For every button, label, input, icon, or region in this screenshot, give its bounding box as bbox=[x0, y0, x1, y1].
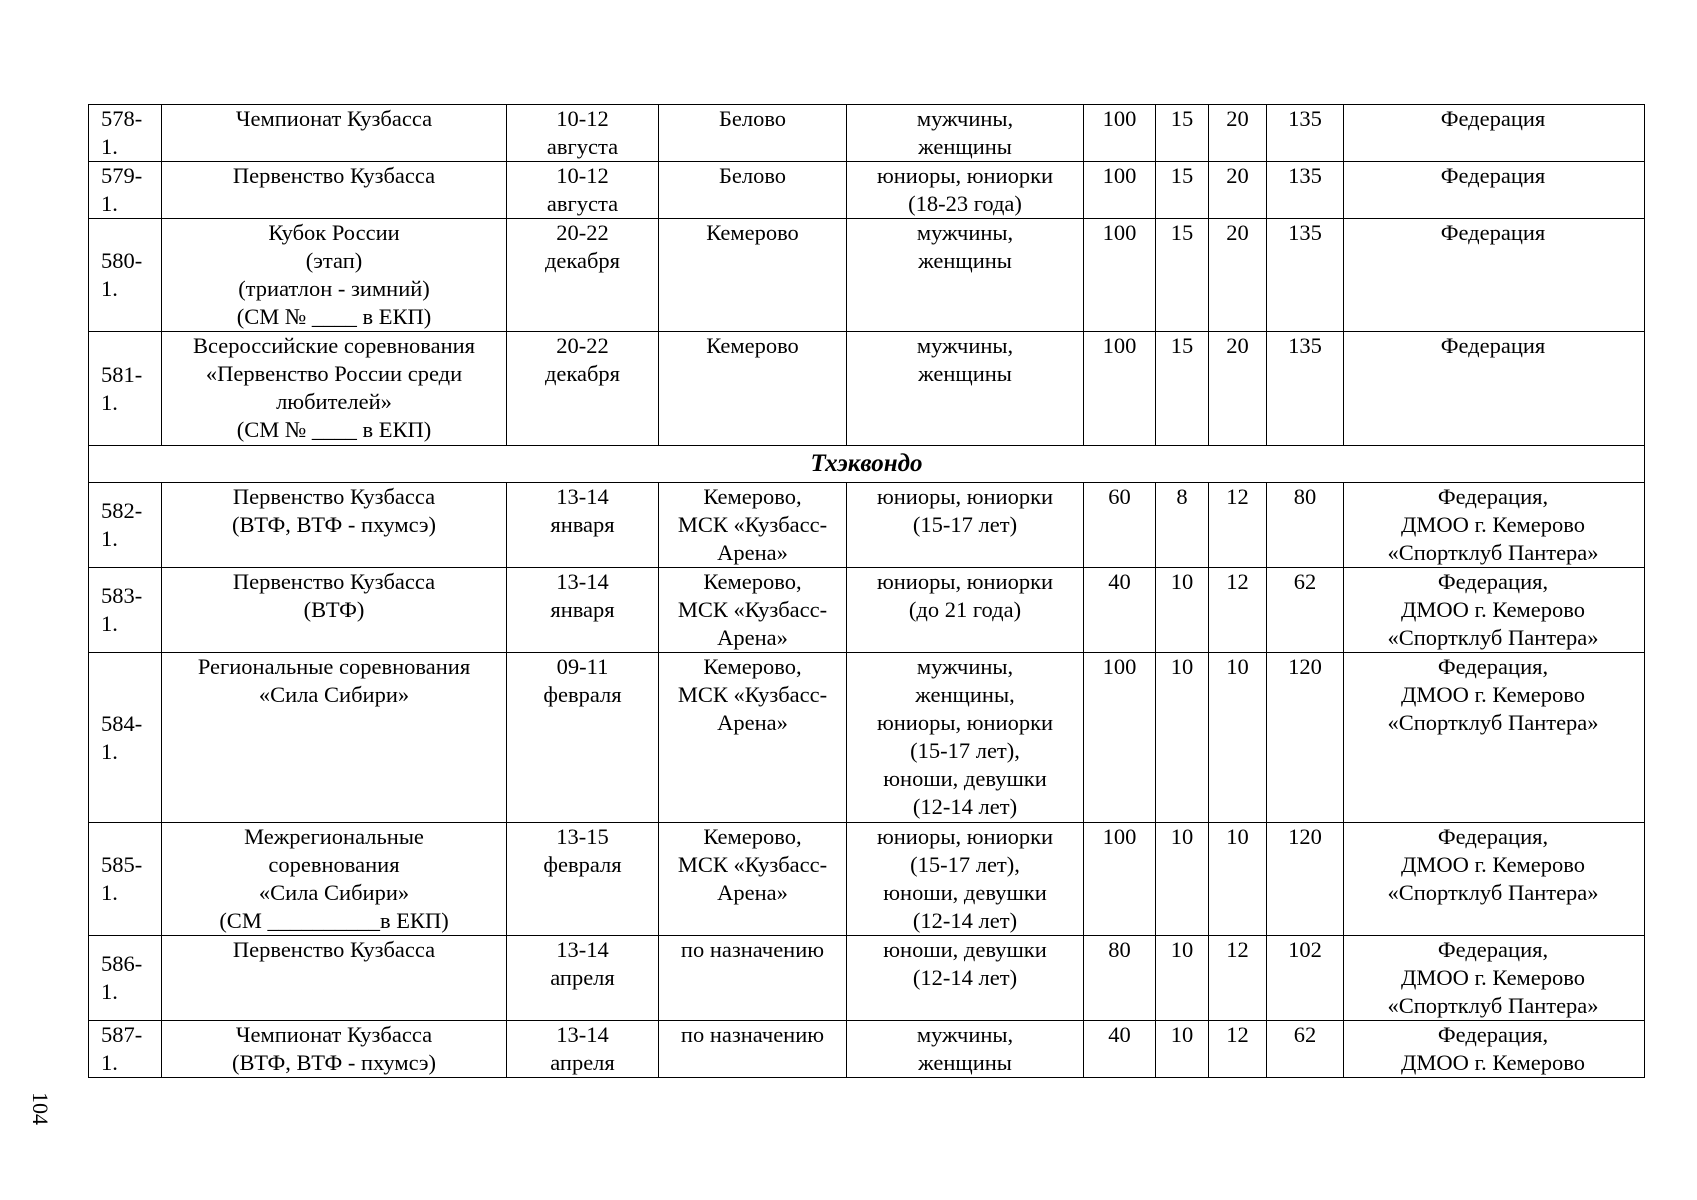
schedule-body bbox=[89, 105, 1645, 1078]
cell-c1: 100 bbox=[1084, 823, 1156, 936]
cell-dates: 09-11 февраля bbox=[507, 653, 659, 823]
cell-total: 120 bbox=[1267, 653, 1344, 823]
table-row bbox=[89, 483, 1645, 568]
table-row bbox=[89, 568, 1645, 653]
cell-name: Первенство Кузбасса (ВТФ) bbox=[162, 568, 507, 653]
cell-participants: юноши, девушки (12-14 лет) bbox=[847, 936, 1084, 1021]
cell-c2: 15 bbox=[1156, 332, 1209, 446]
cell-place: Белово bbox=[659, 105, 847, 162]
cell-dates: 13-15 февраля bbox=[507, 823, 659, 936]
table-row bbox=[89, 653, 1645, 823]
cell-total: 135 bbox=[1267, 162, 1344, 219]
cell-c3: 10 bbox=[1209, 653, 1267, 823]
cell-place: Белово bbox=[659, 162, 847, 219]
cell-dates: 20-22 декабря bbox=[507, 219, 659, 332]
cell-num: 587-1. bbox=[89, 1021, 162, 1078]
cell-c3: 12 bbox=[1209, 483, 1267, 568]
cell-place: Кемерово, МСК «Кузбасс- Арена» bbox=[659, 568, 847, 653]
cell-dates: 10-12 августа bbox=[507, 105, 659, 162]
cell-participants: мужчины, женщины, юниоры, юниорки (15-17 лет), юноши, девушки (12-14 лет) bbox=[847, 653, 1084, 823]
cell-c1: 100 bbox=[1084, 653, 1156, 823]
cell-participants: мужчины, женщины bbox=[847, 1021, 1084, 1078]
cell-c1: 80 bbox=[1084, 936, 1156, 1021]
cell-num: 579-1. bbox=[89, 162, 162, 219]
cell-name: Первенство Кузбасса bbox=[162, 162, 507, 219]
cell-org: Федерация, ДМОО г. Кемерово «Спортклуб Пантера» bbox=[1344, 568, 1645, 653]
cell-total: 135 bbox=[1267, 332, 1344, 446]
cell-c3: 12 bbox=[1209, 568, 1267, 653]
cell-participants: юниоры, юниорки (до 21 года) bbox=[847, 568, 1084, 653]
cell-name: Кубок России (этап) (триатлон - зимний) (СМ № ____ в ЕКП) bbox=[162, 219, 507, 332]
cell-c2: 10 bbox=[1156, 1021, 1209, 1078]
cell-num: 586-1. bbox=[89, 936, 162, 1021]
cell-c2: 10 bbox=[1156, 823, 1209, 936]
cell-place: Кемерово bbox=[659, 219, 847, 332]
cell-name: Чемпионат Кузбасса bbox=[162, 105, 507, 162]
cell-total: 62 bbox=[1267, 1021, 1344, 1078]
cell-dates: 13-14 апреля bbox=[507, 936, 659, 1021]
cell-c3: 12 bbox=[1209, 936, 1267, 1021]
cell-name: Всероссийские соревнования «Первенство России среди любителей» (СМ № ____ в ЕКП) bbox=[162, 332, 507, 446]
cell-name: Межрегиональные соревнования «Сила Сибири» (СМ __________в ЕКП) bbox=[162, 823, 507, 936]
cell-c3: 20 bbox=[1209, 105, 1267, 162]
cell-num: 580-1. bbox=[89, 219, 162, 332]
cell-participants: юниоры, юниорки (15-17 лет), юноши, девушки (12-14 лет) bbox=[847, 823, 1084, 936]
cell-participants: юниоры, юниорки (18-23 года) bbox=[847, 162, 1084, 219]
cell-place: Кемерово, МСК «Кузбасс- Арена» bbox=[659, 483, 847, 568]
cell-place: по назначению bbox=[659, 936, 847, 1021]
cell-c2: 10 bbox=[1156, 936, 1209, 1021]
cell-total: 135 bbox=[1267, 219, 1344, 332]
table-row bbox=[89, 332, 1645, 446]
cell-c1: 100 bbox=[1084, 219, 1156, 332]
cell-total: 102 bbox=[1267, 936, 1344, 1021]
cell-org: Федерация bbox=[1344, 332, 1645, 446]
cell-participants: мужчины, женщины bbox=[847, 105, 1084, 162]
cell-total: 120 bbox=[1267, 823, 1344, 936]
cell-c1: 100 bbox=[1084, 162, 1156, 219]
cell-place: Кемерово bbox=[659, 332, 847, 446]
cell-participants: юниоры, юниорки (15-17 лет) bbox=[847, 483, 1084, 568]
cell-num: 582-1. bbox=[89, 483, 162, 568]
cell-c2: 10 bbox=[1156, 653, 1209, 823]
cell-c1: 40 bbox=[1084, 568, 1156, 653]
cell-name: Чемпионат Кузбасса (ВТФ, ВТФ - пхумсэ) bbox=[162, 1021, 507, 1078]
cell-c3: 12 bbox=[1209, 1021, 1267, 1078]
cell-org: Федерация bbox=[1344, 162, 1645, 219]
cell-num: 583-1. bbox=[89, 568, 162, 653]
cell-org: Федерация bbox=[1344, 105, 1645, 162]
table-row bbox=[89, 936, 1645, 1021]
section-row bbox=[89, 446, 1645, 483]
cell-num: 584-1. bbox=[89, 653, 162, 823]
table-row bbox=[89, 823, 1645, 936]
cell-c2: 15 bbox=[1156, 105, 1209, 162]
cell-c2: 10 bbox=[1156, 568, 1209, 653]
cell-c3: 20 bbox=[1209, 219, 1267, 332]
cell-org: Федерация, ДМОО г. Кемерово «Спортклуб Пантера» bbox=[1344, 936, 1645, 1021]
table-row bbox=[89, 1021, 1645, 1078]
cell-org: Федерация, ДМОО г. Кемерово «Спортклуб Пантера» bbox=[1344, 823, 1645, 936]
cell-org: Федерация, ДМОО г. Кемерово bbox=[1344, 1021, 1645, 1078]
cell-total: 80 bbox=[1267, 483, 1344, 568]
cell-c3: 20 bbox=[1209, 162, 1267, 219]
cell-place: Кемерово, МСК «Кузбасс- Арена» bbox=[659, 823, 847, 936]
cell-name: Первенство Кузбасса bbox=[162, 936, 507, 1021]
table-row bbox=[89, 162, 1645, 219]
cell-participants: мужчины, женщины bbox=[847, 219, 1084, 332]
cell-c1: 100 bbox=[1084, 105, 1156, 162]
cell-place: по назначению bbox=[659, 1021, 847, 1078]
section-title: Тхэквондо bbox=[89, 446, 1645, 483]
cell-dates: 10-12 августа bbox=[507, 162, 659, 219]
cell-c3: 10 bbox=[1209, 823, 1267, 936]
cell-place: Кемерово, МСК «Кузбасс- Арена» bbox=[659, 653, 847, 823]
cell-num: 585-1. bbox=[89, 823, 162, 936]
schedule-table bbox=[88, 104, 1645, 1078]
table-row bbox=[89, 219, 1645, 332]
cell-org: Федерация bbox=[1344, 219, 1645, 332]
cell-c3: 20 bbox=[1209, 332, 1267, 446]
cell-c1: 40 bbox=[1084, 1021, 1156, 1078]
cell-dates: 13-14 января bbox=[507, 483, 659, 568]
table-row bbox=[89, 105, 1645, 162]
cell-participants: мужчины, женщины bbox=[847, 332, 1084, 446]
cell-num: 578-1. bbox=[89, 105, 162, 162]
cell-dates: 13-14 апреля bbox=[507, 1021, 659, 1078]
cell-c2: 8 bbox=[1156, 483, 1209, 568]
cell-c1: 100 bbox=[1084, 332, 1156, 446]
cell-dates: 13-14 января bbox=[507, 568, 659, 653]
cell-c1: 60 bbox=[1084, 483, 1156, 568]
cell-num: 581-1. bbox=[89, 332, 162, 446]
cell-total: 62 bbox=[1267, 568, 1344, 653]
cell-org: Федерация, ДМОО г. Кемерово «Спортклуб Пантера» bbox=[1344, 653, 1645, 823]
cell-name: Первенство Кузбасса (ВТФ, ВТФ - пхумсэ) bbox=[162, 483, 507, 568]
cell-c2: 15 bbox=[1156, 219, 1209, 332]
cell-dates: 20-22 декабря bbox=[507, 332, 659, 446]
cell-total: 135 bbox=[1267, 105, 1344, 162]
page-number: 104 bbox=[28, 1092, 53, 1125]
cell-c2: 15 bbox=[1156, 162, 1209, 219]
cell-name: Региональные соревнования «Сила Сибири» bbox=[162, 653, 507, 823]
cell-org: Федерация, ДМОО г. Кемерово «Спортклуб Пантера» bbox=[1344, 483, 1645, 568]
